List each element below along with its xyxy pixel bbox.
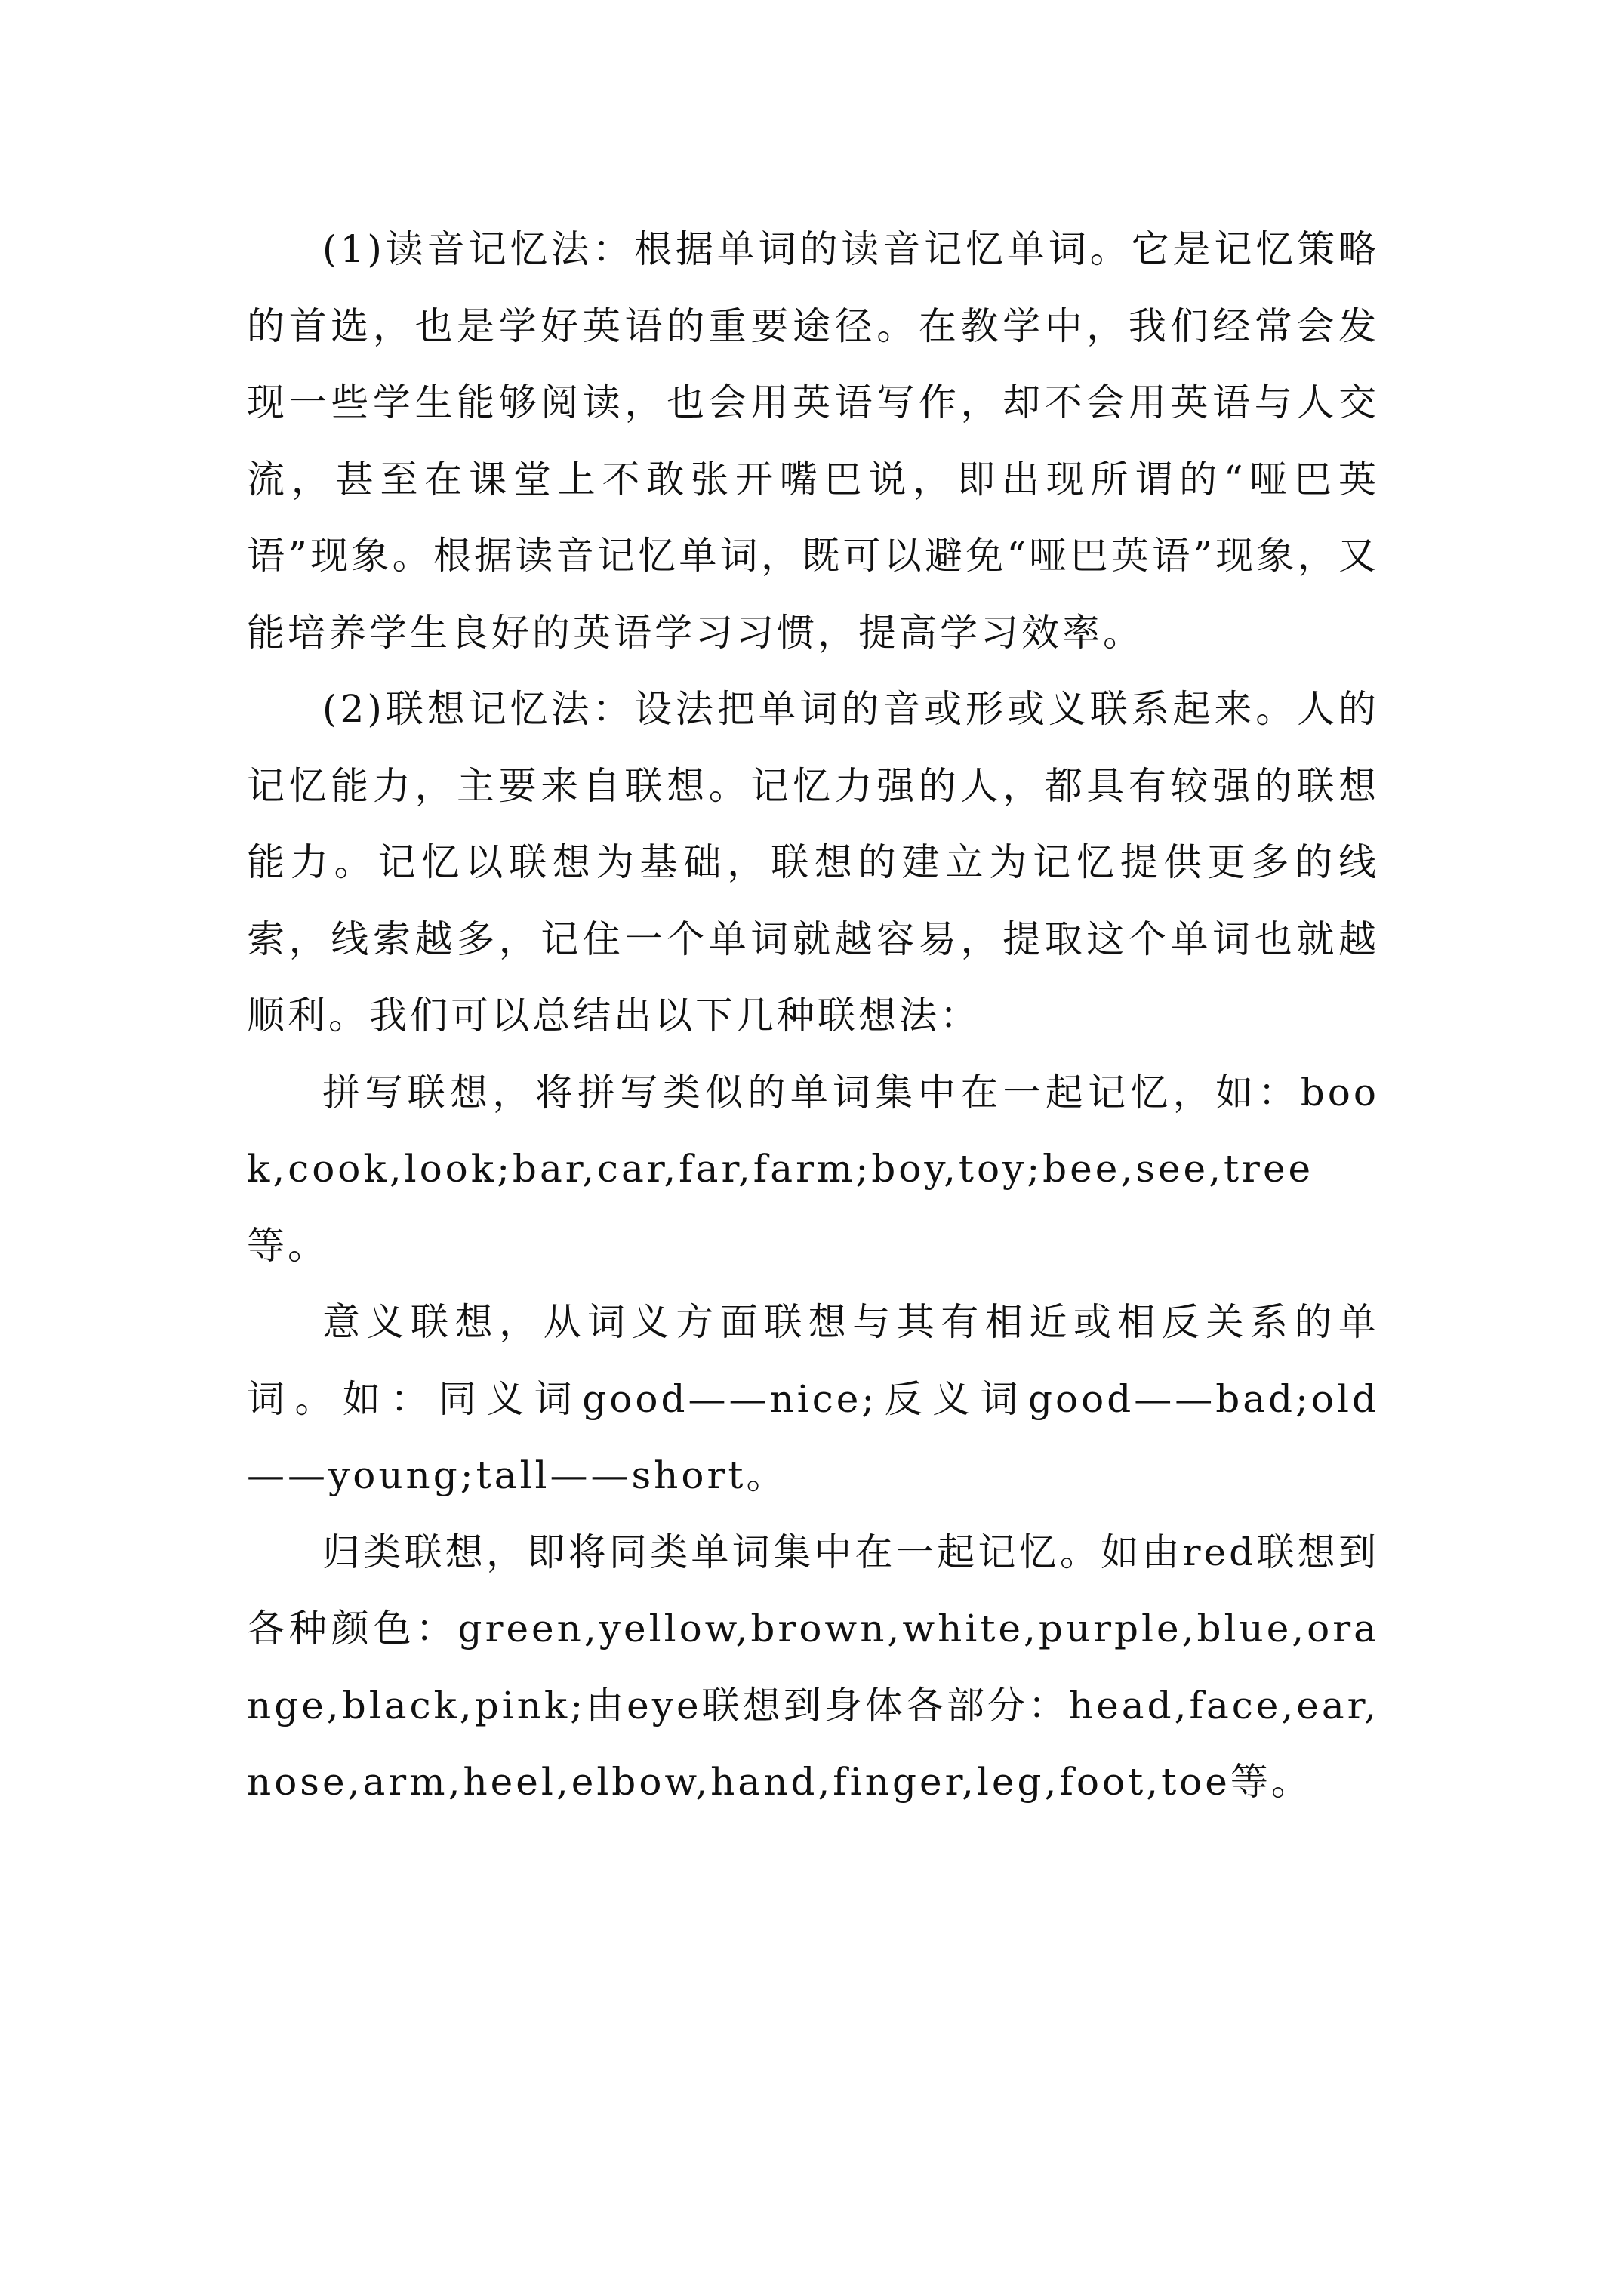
paragraph-association-memory-method: (2)联想记忆法：设法把单词的音或形或义联系起来。人的记忆能力，主要来自联想。记忆力强的人，都具有较强的联想能力。记忆以联想为基础，联想的建立为记忆提供更多的线索，线索越多，记住一个单词就越容易，提取这个单词也就越顺利。我们可以总结出以下几种联想法：	[247, 687, 1379, 1037]
paragraph-meaning-association: 意义联想，从词义方面联想与其有相近或相反关系的单词。如：同义词good——nice;反义词good——bad;old——young;tall——short。	[247, 1300, 1379, 1497]
document-body	[247, 211, 1379, 1821]
paragraph-category-association: 归类联想，即将同类单词集中在一起记忆。如由red联想到各种颜色：green,yellow,brown,white,purple,blue,orange,black,pink;由eye联想到身体各部分：head,face,ear,nose,arm,heel,elbow,hand,finger,leg,foot,toe等。	[247, 1530, 1379, 1804]
paragraph-spelling-association: 拼写联想，将拼写类似的单词集中在一起记忆，如：book,cook,look;bar,car,far,farm;boy,toy;bee,see,tree等。	[247, 1070, 1379, 1268]
paragraph-reading-memory-method: (1)读音记忆法：根据单词的读音记忆单词。它是记忆策略的首选，也是学好英语的重要途径。在教学中，我们经常会发现一些学生能够阅读，也会用英语写作，却不会用英语与人交流，甚至在课堂上不敢张开嘴巴说，即出现所谓的“哑巴英语”现象。根据读音记忆单词，既可以避免“哑巴英语”现象，又能培养学生良好的英语学习习惯，提高学习效率。	[247, 227, 1379, 655]
